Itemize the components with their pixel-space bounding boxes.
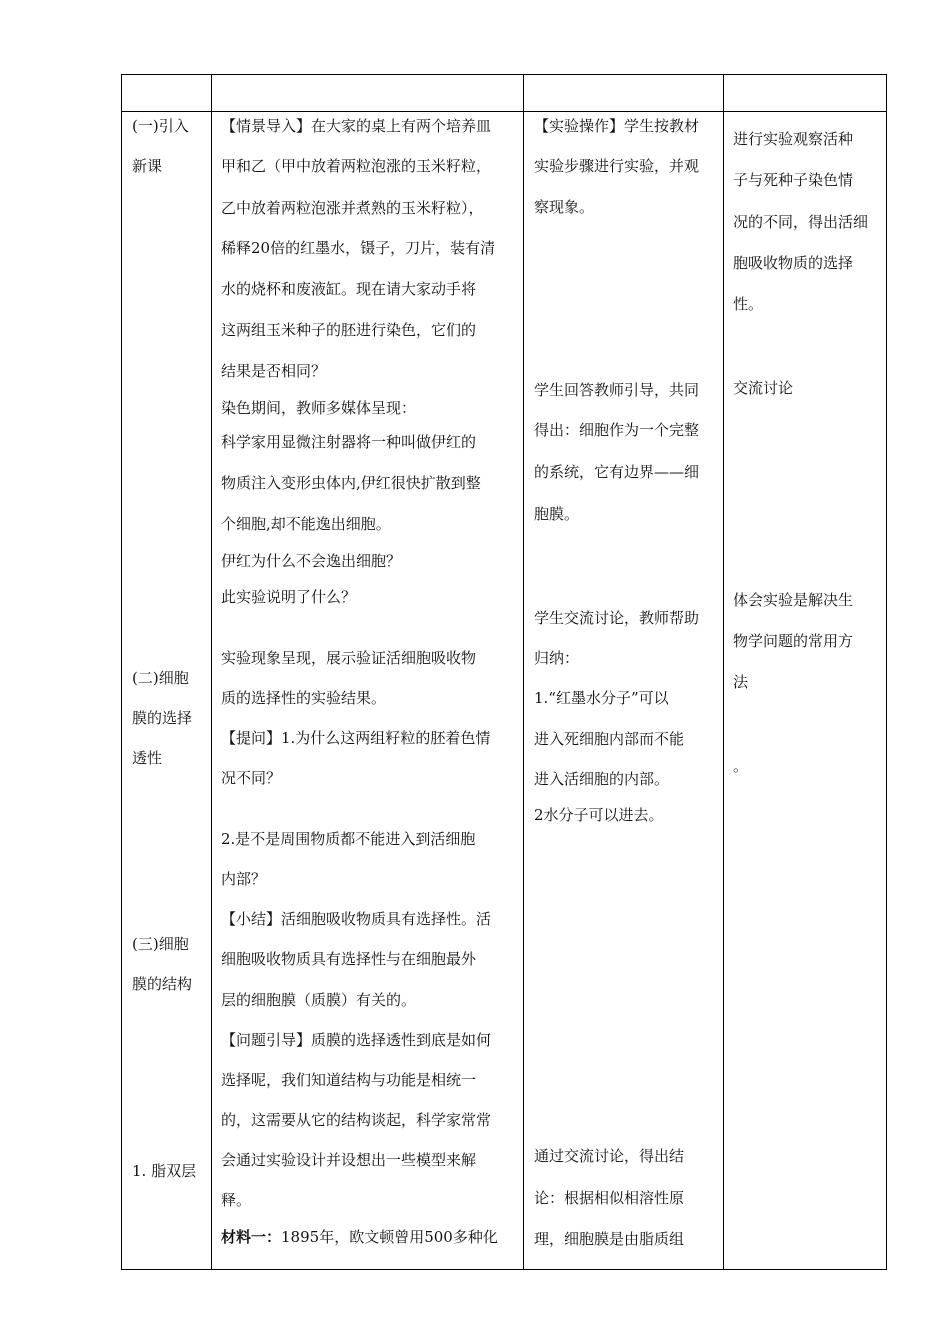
teacher-text-line: 会通过实验设计并设想出一些模型来解: [221, 1151, 477, 1169]
teacher-activity-column: [212, 112, 524, 1270]
header-cell-2: [212, 75, 524, 112]
teacher-text-line: 的，这需要从它的结构谈起，科学家常常: [221, 1111, 492, 1129]
teacher-text-line: 【情景导入】在大家的桌上有两个培养皿: [221, 117, 492, 135]
stage-structure-line1: (三)细胞: [132, 935, 189, 953]
teacher-text-line: 内部？: [221, 870, 267, 888]
header-cell-1: [122, 75, 212, 112]
student-text-line: 1.“红墨水分子”可以: [534, 689, 669, 707]
student-text-line: 察现象。: [534, 198, 595, 216]
stage-selective-line2: 膜的选择: [132, 709, 193, 727]
intent-text-line: 进行实验观察活种: [733, 130, 854, 148]
teacher-text-line: 水的烧杯和废液缸。现在请大家动手将: [221, 280, 477, 298]
header-cell-4: [724, 75, 887, 112]
teacher-text-line: 况不同？: [221, 769, 282, 787]
material-one-text: 1895年，欧文顿曾用500多种化: [281, 1228, 498, 1246]
teacher-text-line: 实验现象呈现，展示验证活细胞吸收物: [221, 649, 477, 667]
teacher-text-line: 质的选择性的实验结果。: [221, 689, 387, 707]
teacher-text-line: 稀释20倍的红墨水，镊子，刀片，装有清: [221, 239, 496, 257]
teacher-text-line: 乙中放着两粒泡涨并煮熟的玉米籽粒），: [221, 199, 484, 217]
teacher-text-line: 细胞吸收物质具有选择性与在细胞最外: [221, 950, 477, 968]
header-row: [122, 75, 887, 112]
intent-text-line: 况的不同，得出活细: [733, 213, 869, 231]
stage-column: [122, 112, 212, 1270]
student-text-line: 2水分子可以进去。: [534, 806, 664, 824]
teacher-text-line: 结果是否相同？: [221, 362, 327, 380]
intent-text-line: 性。: [733, 295, 764, 313]
teacher-text-line: 伊红为什么不会逸出细胞？: [221, 552, 402, 570]
teacher-text-line: 此实验说明了什么？: [221, 588, 357, 606]
student-text-line: 实验步骤进行实验，并观: [534, 157, 700, 175]
teacher-text-line: 物质注入变形虫体内,伊红很快扩散到整: [221, 474, 481, 492]
intent-text-line: 交流讨论: [733, 379, 794, 397]
student-text-line: 理，细胞膜是由脂质组: [534, 1230, 685, 1248]
student-text-line: 通过交流讨论，得出结: [534, 1147, 685, 1165]
teacher-text-line: 【小结】活细胞吸收物质具有选择性。活: [221, 910, 492, 928]
lesson-plan-table: [121, 74, 887, 1270]
teacher-text-line: 染色期间，教师多媒体呈现：: [221, 399, 417, 417]
student-text-line: 【实验操作】学生按教材: [534, 117, 700, 135]
teacher-text-line: 层的细胞膜（质膜）有关的。: [221, 991, 417, 1009]
stage-intro-line2: 新课: [132, 157, 163, 175]
teacher-text-line: 【提问】1.为什么这两组籽粒的胚着色情: [221, 729, 491, 747]
teacher-text-line: 选择呢，我们知道结构与功能是相统一: [221, 1071, 477, 1089]
stage-intro-line1: (一)引入: [132, 117, 189, 135]
stage-structure-line2: 膜的结构: [132, 975, 193, 993]
stage-selective-line3: 透性: [132, 749, 163, 767]
student-text-line: 学生交流讨论，教师帮助: [534, 609, 700, 627]
student-activity-column: [524, 112, 724, 1270]
teacher-text-line: 这两组玉米种子的胚进行染色，它们的: [221, 321, 477, 339]
intent-text-line: 子与死种子染色情: [733, 171, 854, 189]
intent-text-line: 法: [733, 673, 749, 691]
student-text-line: 的系统，它有边界——细: [534, 463, 700, 481]
student-text-line: 得出：细胞作为一个完整: [534, 421, 700, 439]
teacher-text-line: 科学家用显微注射器将一种叫做伊红的: [221, 433, 477, 451]
intent-text-line: 物学问题的常用方: [733, 632, 854, 650]
student-text-line: 学生回答教师引导，共同: [534, 381, 700, 399]
student-text-line: 进入死细胞内部而不能: [534, 730, 685, 748]
teacher-text-line: 甲和乙（甲中放着两粒泡涨的玉米籽粒，: [221, 157, 492, 175]
student-text-line: 进入活细胞的内部。: [534, 770, 670, 788]
teacher-text-line: 释。: [221, 1191, 252, 1209]
intent-text-line: 体会实验是解决生: [733, 591, 854, 609]
design-intent-column: [724, 112, 887, 1270]
stage-bilayer-line1: 1. 脂双层: [132, 1162, 197, 1180]
intent-text-line: 胞吸收物质的选择: [733, 254, 854, 272]
teacher-text-line: 【问题引导】质膜的选择透性到底是如何: [221, 1031, 492, 1049]
student-text-line: 胞膜。: [534, 505, 580, 523]
teacher-text-line: 个细胞,却不能逸出细胞。: [221, 515, 391, 533]
content-row: [122, 112, 887, 1270]
material-one-line: [221, 1227, 498, 1247]
stage-selective-line1: (二)细胞: [132, 669, 189, 687]
header-cell-3: [524, 75, 724, 112]
intent-text-line: 。: [733, 757, 749, 775]
student-text-line: 归纳：: [534, 649, 580, 667]
teacher-text-line: 2.是不是周围物质都不能进入到活细胞: [221, 830, 476, 848]
material-one-label: 材料一：: [221, 1228, 282, 1246]
student-text-line: 论：根据相似相溶性原: [534, 1189, 685, 1207]
